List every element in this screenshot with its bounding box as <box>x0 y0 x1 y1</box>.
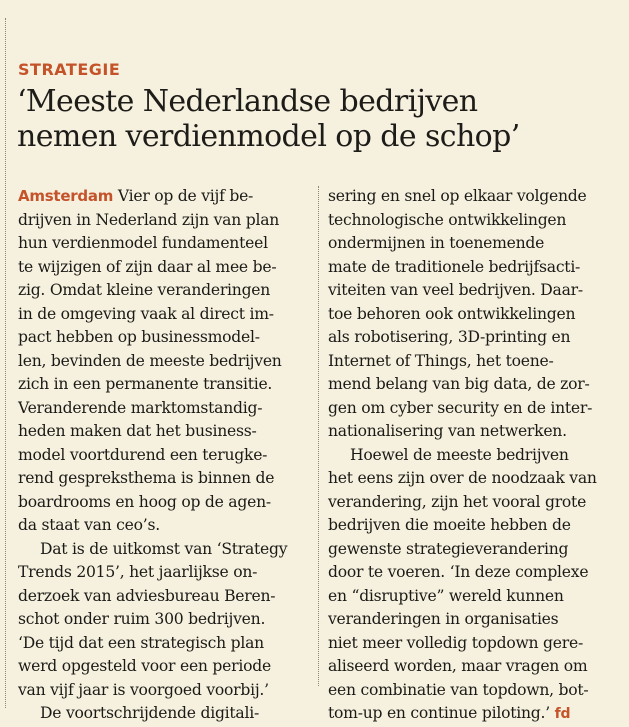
body-line: heden maken dat het business- <box>18 422 257 440</box>
body-line: een combinatie van topdown, bot- <box>328 680 589 699</box>
fd-signoff: fd <box>554 706 571 722</box>
body-line: derzoek van adviesbureau Beren- <box>18 586 276 605</box>
body-line: veranderingen in organisaties <box>328 610 559 628</box>
body-line-text: Vier op de vijf be- <box>113 187 254 205</box>
body-line: schot onder ruim 300 bedrijven. <box>18 610 266 628</box>
headline-line: ‘Meeste Nederlandse bedrijven <box>17 84 478 119</box>
body-line: De voortschrijdende digitali- <box>40 704 259 722</box>
body-line: pact hebben op businessmodel- <box>18 328 260 346</box>
body-line: technologische ontwikkelingen <box>328 210 567 229</box>
body-line: het eens zijn over de noodzaak van <box>328 469 597 487</box>
body-line: viteiten van veel bedrijven. Daar- <box>328 281 583 299</box>
body-line: Internet of Things, het toene- <box>328 351 554 370</box>
body-line: drijven in Nederland zijn van plan <box>18 210 280 229</box>
body-line: niet meer volledig topdown gere- <box>328 633 583 652</box>
body-line: mend belang van big data, de zor- <box>328 375 590 393</box>
body-line: door te voeren. ‘In deze complexe <box>328 563 589 581</box>
body-line: aliseerd worden, maar vragen om <box>328 657 588 675</box>
body-line: van vijf jaar is voorgoed voorbij.’ <box>18 680 269 699</box>
body-line: gewenste strategieverandering <box>328 539 569 558</box>
body-line: werd opgesteld voor een periode <box>18 657 271 675</box>
article-column-left <box>18 185 313 726</box>
body-line: toe behoren ook ontwikkelingen <box>328 304 576 323</box>
body-line: Trends 2015’, het jaarlijkse on- <box>18 563 258 581</box>
body-line <box>328 702 618 727</box>
body-line: verandering, zijn het vooral grote <box>328 492 587 511</box>
body-line: nationalisering van netwerken. <box>328 422 567 440</box>
body-line: Veranderende marktomstandig- <box>18 398 263 417</box>
body-line: als robotisering, 3D-printing en <box>328 328 571 346</box>
body-line: zig. Omdat kleine veranderingen <box>18 281 271 299</box>
left-dotted-rule <box>5 18 6 708</box>
headline <box>17 84 617 154</box>
body-line: te wijzigen of zijn daar al mee be- <box>18 257 277 276</box>
body-line: sering en snel op elkaar volgende <box>328 187 587 205</box>
body-line: hun verdienmodel fundamenteel <box>18 234 268 252</box>
body-line: len, bevinden de meeste bedrijven <box>18 351 282 370</box>
body-line: in de omgeving vaak al direct im- <box>18 304 274 323</box>
section-kicker: STRATEGIE <box>18 60 121 79</box>
body-line: model voortdurend een terugke- <box>18 445 268 464</box>
body-line: mate de traditionele bedrijfsacti- <box>328 257 581 276</box>
body-line: rend gespreksthema is binnen de <box>18 469 275 487</box>
body-line: en “disruptive” wereld kunnen <box>328 586 564 605</box>
body-line: da staat van ceo’s. <box>18 516 160 534</box>
body-line <box>18 185 313 209</box>
article-column-right <box>328 185 618 727</box>
dateline: Amsterdam <box>18 187 114 205</box>
column-dotted-divider <box>318 186 319 686</box>
headline-line: nemen verdienmodel op de schop’ <box>17 119 520 154</box>
body-line: bedrijven die moeite hebben de <box>328 516 571 534</box>
body-line: ‘De tijd dat een strategisch plan <box>18 633 264 652</box>
body-line: boardrooms en hoog op de agen- <box>18 492 271 511</box>
body-line-text: tom-up en continue piloting.’ <box>328 704 550 722</box>
body-line: ondermijnen in toenemende <box>328 234 545 252</box>
body-line: Dat is de uitkomst van ‘Strategy <box>40 539 288 558</box>
body-line: zich in een permanente transitie. <box>18 375 273 393</box>
body-line: gen om cyber security en de inter- <box>328 398 593 417</box>
body-line: Hoewel de meeste bedrijven <box>350 445 569 464</box>
